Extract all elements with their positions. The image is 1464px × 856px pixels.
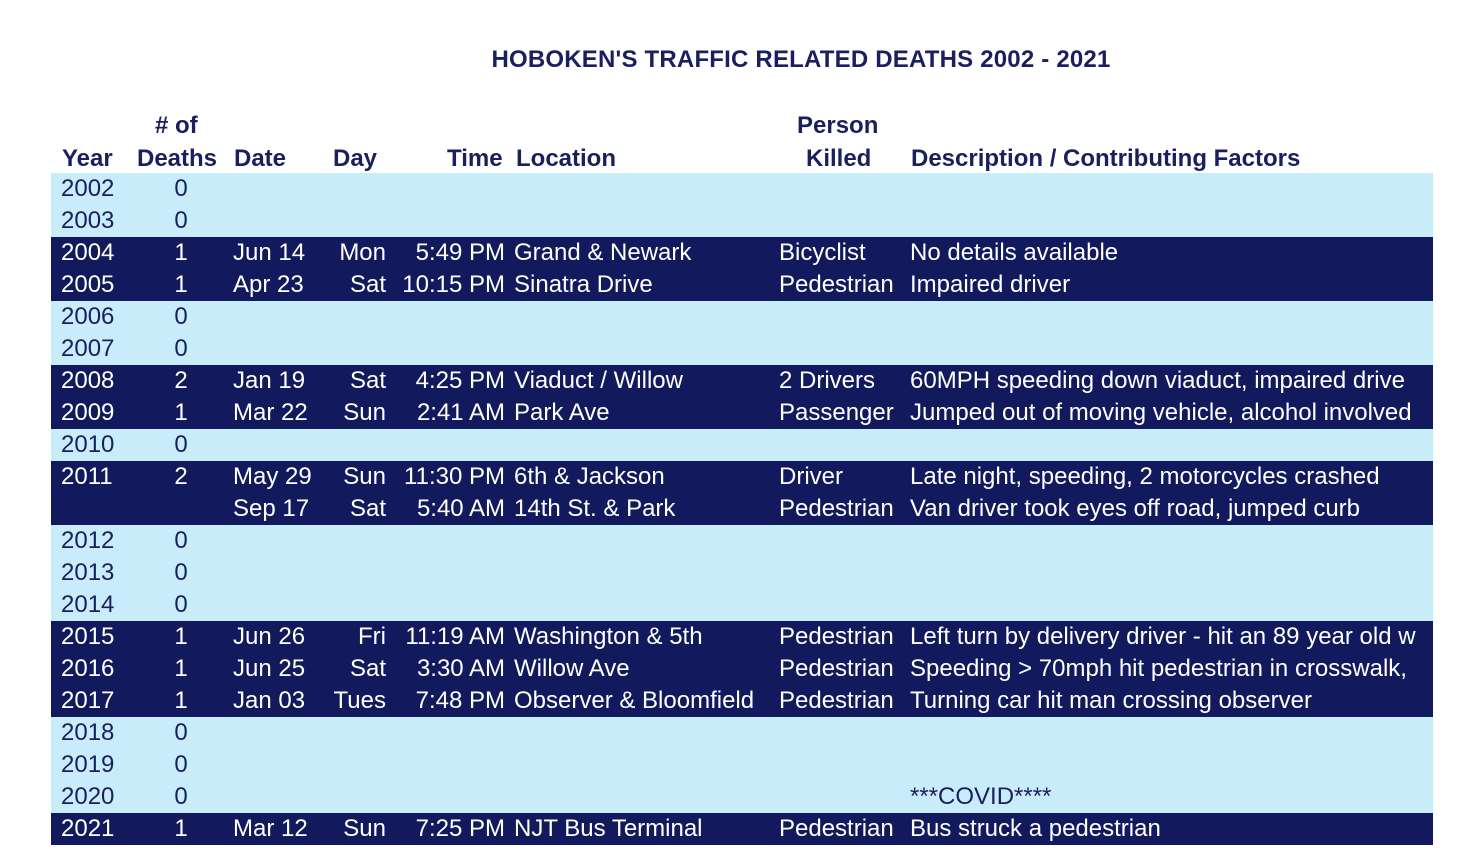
description-cell: ***COVID**** [910, 783, 1052, 810]
year-cell: 2007 [61, 335, 115, 362]
year-cell: 2017 [61, 687, 115, 714]
year-cell: 2004 [61, 239, 115, 266]
year-cell: 2002 [61, 175, 115, 202]
header-description: Description / Contributing Factors [911, 145, 1301, 172]
time-cell: 5:49 PM [415, 239, 505, 266]
location-cell: 14th St. & Park [514, 495, 676, 522]
table-row [51, 397, 1433, 429]
date-cell: Jan 03 [233, 687, 306, 714]
year-cell: 2008 [61, 367, 115, 394]
date-cell: May 29 [233, 463, 312, 490]
day-cell: Sat [349, 271, 386, 298]
deaths-cell: 1 [174, 239, 188, 266]
date-cell: Jun 25 [233, 655, 306, 682]
deaths-cell: 2 [174, 367, 188, 394]
description-cell: Late night, speeding, 2 motorcycles crashed [910, 463, 1380, 490]
person-killed-cell: Passenger [779, 399, 894, 426]
table-row [51, 525, 1433, 557]
location-cell: Park Ave [514, 399, 610, 426]
person-killed-cell: Pedestrian [779, 271, 894, 298]
date-cell: Mar 22 [233, 399, 308, 426]
deaths-cell: 1 [174, 815, 188, 842]
deaths-cell: 2 [174, 463, 188, 490]
deaths-cell: 1 [174, 399, 188, 426]
table-row [51, 813, 1433, 845]
year-cell: 2012 [61, 527, 115, 554]
time-cell: 11:19 AM [405, 623, 505, 650]
day-cell: Tues [333, 687, 386, 714]
table-row [51, 429, 1433, 461]
header-date: Date [234, 145, 287, 172]
table-row [51, 781, 1433, 813]
time-cell: 3:30 AM [416, 655, 505, 682]
table-row [51, 653, 1433, 685]
person-killed-cell: Pedestrian [779, 655, 894, 682]
table-row [51, 269, 1433, 301]
description-cell: Speeding > 70mph hit pedestrian in crosswalk, [910, 655, 1407, 682]
year-cell: 2019 [61, 751, 115, 778]
day-cell: Mon [339, 239, 386, 266]
time-cell: 2:41 AM [416, 399, 505, 426]
year-cell: 2005 [61, 271, 115, 298]
time-cell: 7:48 PM [415, 687, 505, 714]
deaths-cell: 0 [174, 591, 188, 618]
header-deaths-top: # of [155, 112, 198, 139]
day-cell: Sat [349, 655, 386, 682]
table-row [51, 717, 1433, 749]
deaths-cell: 1 [174, 655, 188, 682]
year-cell: 2018 [61, 719, 115, 746]
deaths-cell: 0 [174, 783, 188, 810]
table-row [51, 173, 1433, 205]
person-killed-cell: 2 Drivers [779, 367, 876, 394]
location-cell: Washington & 5th [514, 623, 703, 650]
title-text: HOBOKEN'S TRAFFIC RELATED DEATHS 2002 - 2021 [491, 46, 1111, 73]
year-cell: 2009 [61, 399, 115, 426]
location-cell: Observer & Bloomfield [514, 687, 755, 714]
year-cell: 2011 [61, 463, 113, 490]
date-cell: Sep 17 [233, 495, 310, 522]
time-cell: 4:25 PM [415, 367, 505, 394]
table-row [51, 685, 1433, 717]
page-title [0, 46, 1464, 74]
table-row [51, 333, 1433, 365]
location-cell: Sinatra Drive [514, 271, 653, 298]
table-row [51, 365, 1433, 397]
table-row [51, 301, 1433, 333]
deaths-cell: 0 [174, 719, 188, 746]
person-killed-cell: Bicyclist [779, 239, 866, 266]
time-cell: 5:40 AM [416, 495, 505, 522]
year-cell: 2014 [61, 591, 115, 618]
date-cell: Mar 12 [233, 815, 308, 842]
time-cell: 10:15 PM [402, 271, 505, 298]
table-row [51, 589, 1433, 621]
deaths-table [51, 173, 1433, 845]
description-cell: Bus struck a pedestrian [910, 815, 1161, 842]
year-cell: 2010 [61, 431, 115, 458]
header-person-top: Person [797, 112, 879, 139]
deaths-cell: 0 [174, 303, 188, 330]
date-cell: Jun 26 [233, 623, 306, 650]
deaths-cell: 0 [174, 527, 188, 554]
day-cell: Sun [343, 399, 386, 426]
date-cell: Apr 23 [233, 271, 304, 298]
header-year: Year [62, 145, 113, 172]
deaths-cell: 0 [174, 751, 188, 778]
year-cell: 2013 [61, 559, 115, 586]
person-killed-cell: Driver [779, 463, 843, 490]
table-row [51, 621, 1433, 653]
deaths-cell: 0 [174, 207, 188, 234]
description-cell: 60MPH speeding down viaduct, impaired drive [910, 367, 1405, 394]
day-cell: Sun [343, 463, 386, 490]
table-row [51, 557, 1433, 589]
day-cell: Sun [343, 815, 386, 842]
location-cell: Viaduct / Willow [514, 367, 683, 394]
date-cell: Jan 19 [233, 367, 306, 394]
year-cell: 2003 [61, 207, 115, 234]
location-cell: 6th & Jackson [514, 463, 665, 490]
time-cell: 11:30 PM [404, 463, 505, 490]
table-row [51, 749, 1433, 781]
deaths-cell: 1 [174, 687, 188, 714]
year-cell: 2006 [61, 303, 115, 330]
header-day: Day [333, 145, 378, 172]
year-cell: 2016 [61, 655, 115, 682]
year-cell: 2020 [61, 783, 115, 810]
description-cell: Van driver took eyes off road, jumped curb [910, 495, 1361, 522]
deaths-cell: 0 [174, 335, 188, 362]
day-cell: Sat [349, 495, 386, 522]
person-killed-cell: Pedestrian [779, 623, 894, 650]
table-row [51, 493, 1433, 525]
table-row [51, 237, 1433, 269]
header-deaths: Deaths [137, 145, 218, 172]
date-cell: Jun 14 [233, 239, 306, 266]
deaths-cell: 0 [174, 175, 188, 202]
location-cell: NJT Bus Terminal [514, 815, 703, 842]
description-cell: Turning car hit man crossing observer [910, 687, 1312, 714]
description-cell: Jumped out of moving vehicle, alcohol involved [910, 399, 1412, 426]
deaths-cell: 1 [174, 623, 188, 650]
header-person-killed: Killed [806, 145, 872, 172]
day-cell: Sat [349, 367, 386, 394]
year-cell: 2015 [61, 623, 115, 650]
person-killed-cell: Pedestrian [779, 495, 894, 522]
header-time: Time [447, 145, 503, 172]
person-killed-cell: Pedestrian [779, 815, 894, 842]
person-killed-cell: Pedestrian [779, 687, 894, 714]
time-cell: 7:25 PM [415, 815, 505, 842]
description-cell: Left turn by delivery driver - hit an 89 year old w [910, 623, 1416, 650]
description-cell: Impaired driver [910, 271, 1071, 298]
deaths-cell: 0 [174, 559, 188, 586]
location-cell: Willow Ave [514, 655, 630, 682]
table-row [51, 461, 1433, 493]
year-cell: 2021 [61, 815, 115, 842]
description-cell: No details available [910, 239, 1119, 266]
location-cell: Grand & Newark [514, 239, 692, 266]
table-row [51, 205, 1433, 237]
header-location: Location [516, 145, 616, 172]
deaths-cell: 1 [174, 271, 188, 298]
deaths-cell: 0 [174, 431, 188, 458]
day-cell: Fri [358, 623, 386, 650]
